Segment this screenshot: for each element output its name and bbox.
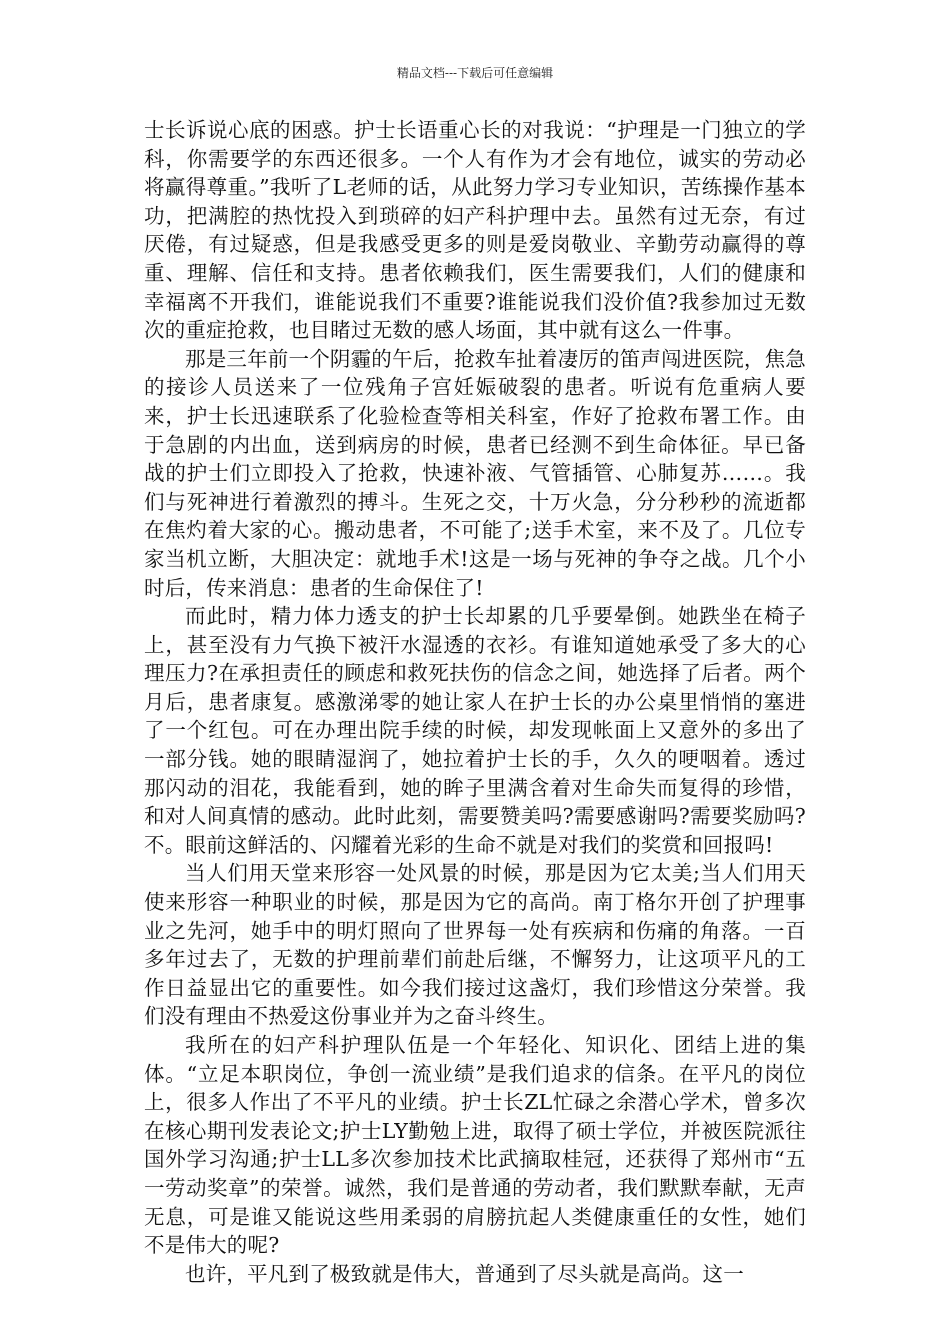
document-body	[144, 116, 806, 1288]
paragraph-2: 那是三年前一个阴霾的午后，抢救车扯着凄厉的笛声闯进医院，焦急的接诊人员送来了一位残角子宫妊娠破裂的患者。听说有危重病人要来，护士长迅速联系了化验检查等相关科室，作好了抢救布署工作。由于急剧的内出血，送到病房的时候，患者已经测不到生命体征。早已备战的护士们立即投入了抢救，快速补液、气管插管、心肺复苏……。我们与死神进行着激烈的搏斗。生死之交，十万火急，分分秒秒的流逝都在焦灼着大家的心。搬动患者，不可能了;送手术室，来不及了。几位专家当机立断，大胆决定：就地手术!这是一场与死神的争夺之战。几个小时后，传来消息：患者的生命保住了!	[144, 346, 806, 600]
paragraph-6: 也许，平凡到了极致就是伟大，普通到了尽头就是高尚。这一	[185, 1261, 744, 1286]
paragraph-3: 而此时，精力体力透支的护士长却累的几乎要晕倒。她跌坐在椅子上，甚至没有力气换下被汗水湿透的衣衫。有谁知道她承受了多大的心理压力?在承担责任的顾虑和救死扶伤的信念之间，她选择了后者。两个月后，患者康复。感激涕零的她让家人在护士长的办公桌里悄悄的塞进了一个红包。可在办理出院手续的时候，却发现帐面上又意外的多出了一部分钱。她的眼睛湿润了，她拉着护士长的手，久久的哽咽着。透过那闪动的泪花，我能看到，她的眸子里满含着对生命失而复得的珍惜，和对人间真情的感动。此时此刻，需要赞美吗?需要感谢吗?需要奖励吗?不。眼前这鲜活的、闪耀着光彩的生命不就是对我们的奖赏和回报吗!	[144, 604, 806, 857]
paragraph-4: 当人们用天堂来形容一处风景的时候，那是因为它太美;当人们用天使来形容一种职业的时候，那是因为它的高尚。南丁格尔开创了护理事业之先河，她手中的明灯照向了世界每一处有疾病和伤痛的角落。一百多年过去了，无数的护理前辈们前赴后继，不懈努力，让这项平凡的工作日益显出它的重要性。如今我们接过这盏灯，我们珍惜这分荣誉。我们没有理由不热爱这份事业并为之奋斗终生。	[144, 861, 806, 1029]
paragraph-5: 我所在的妇产科护理队伍是一个年轻化、知识化、团结上进的集体。“立足本职岗位，争创一流业绩”是我们追求的信条。在平凡的岗位上，很多人作出了不平凡的业绩。护士长ZL忙碌之余潜心学术，曾多次在核心期刊发表论文;护士LY勤勉上进，取得了硕士学位，并被医院派往国外学习沟通;护士LL多次参加技术比武摘取桂冠，还获得了郑州市“五一劳动奖章”的荣誉。诚然，我们是普通的劳动者，我们默默奉献，无声无息，可是谁又能说这些用柔弱的肩膀抗起人类健康重任的女性，她们不是伟大的呢?	[144, 1033, 806, 1258]
paragraph-1: 士长诉说心底的困惑。护士长语重心长的对我说：“护理是一门独立的学科，你需要学的东西还很多。一个人有作为才会有地位，诚实的劳动必将赢得尊重。”我听了L老师的话，从此努力学习专业知识，苦练操作基本功，把满腔的热忱投入到琐碎的妇产科护理中去。虽然有过无奈，有过厌倦，有过疑惑，但是我感受更多的则是爱岗敬业、辛勤劳动赢得的尊重、理解、信任和支持。患者依赖我们，医生需要我们，人们的健康和幸福离不开我们，谁能说我们不重要?谁能说我们没价值?我参加过无数次的重症抢救，也目睹过无数的感人场面，其中就有这么一件事。	[144, 118, 806, 343]
page-header: 精品文档---下载后可任意编辑	[396, 66, 554, 80]
